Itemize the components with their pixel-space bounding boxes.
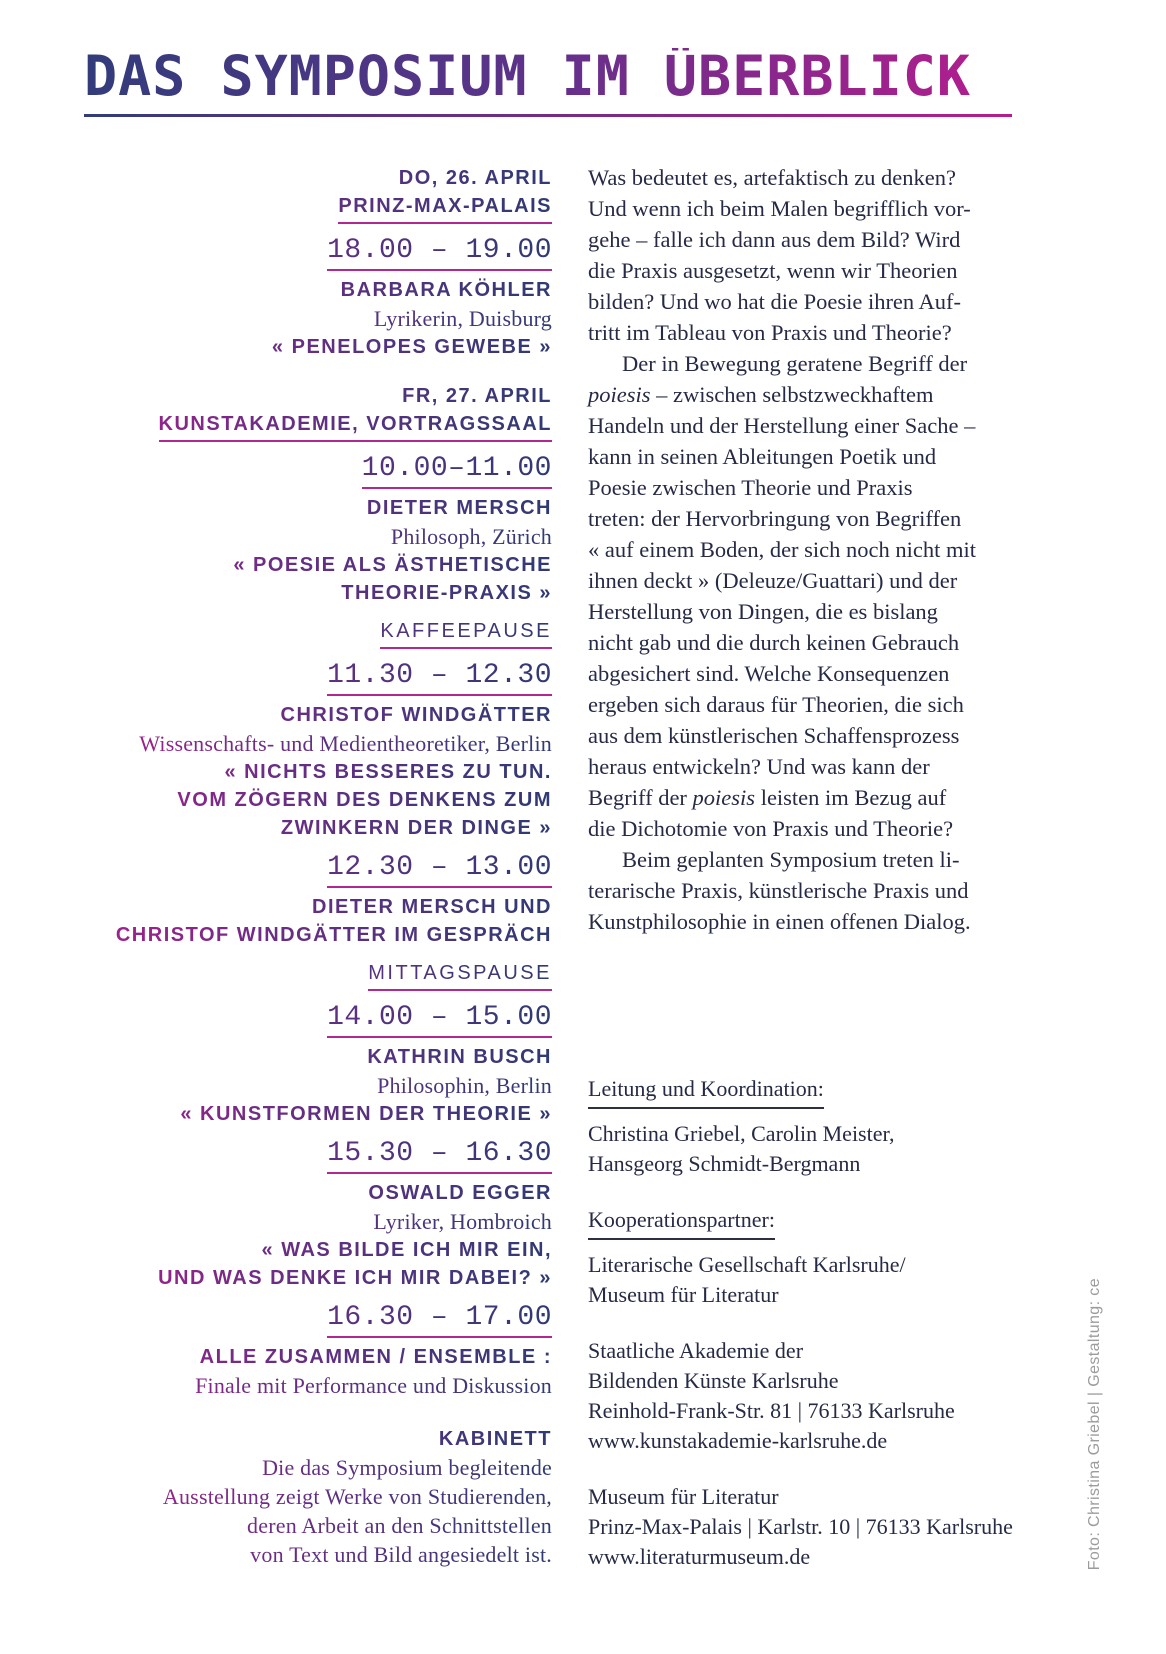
speaker-role: Lyrikerin, Duisburg [373,306,552,331]
body-line [588,379,1018,410]
schedule-time-label: 10.00–11.00 [362,454,552,489]
speaker-name: CHRISTOF WINDGÄTTER IM GESPRÄCH [115,924,552,946]
talk-title: « WAS BILDE ICH MIR EIN, [261,1239,552,1261]
kabinett-text: Die das Symposium begleitende [262,1455,552,1480]
body-line-rest: – zwischen selbstzweckhaftem [650,382,934,407]
body-line: gehe – falle ich dann aus dem Bild? Wird [588,227,961,252]
speaker-name: KATHRIN BUSCH [367,1046,552,1068]
speaker-role: Wissenschafts- und Medientheoretiker, Berlin [139,731,552,756]
schedule-time [90,661,552,696]
schedule-time-label: 16.30 – 17.00 [327,1303,552,1338]
intro-paragraph-3 [588,844,1018,937]
intro-paragraph-1 [588,162,1018,348]
kabinett-text: Ausstellung zeigt Werke von Studierenden, [162,1484,552,1509]
body-line: heraus entwickeln? Und was kann der [588,754,930,779]
talk-title: « POESIE ALS ÄSTHETISCHE [233,554,552,576]
body-line: tritt im Tableau von Praxis und Theorie? [588,320,952,345]
schedule-time [90,1003,552,1038]
partner-address: Reinhold-Frank-Str. 81 | 76133 Karlsruhe [588,1398,955,1423]
talk-title: « PENELOPES GEWEBE » [271,336,552,358]
schedule-venue [90,412,552,442]
page-title: DAS SYMPOSIUM IM ÜBERBLICK [84,48,1012,106]
body-line: Der in Bewegung geratene Begriff der [622,351,968,376]
schedule-venue [90,194,552,224]
break-label [90,960,552,991]
body-line: Beim geplanten Symposium treten li- [622,847,960,872]
body-line: Poesie zwischen Theorie und Praxis [588,475,913,500]
intro-text-column [588,162,1018,937]
body-line: treten: der Hervorbringung von Begriffen [588,506,962,531]
photo-design-credit: Foto: Christina Griebel | Gestaltung: ce [1086,1277,1103,1570]
schedule-time-label: 14.00 – 15.00 [327,1003,552,1038]
speaker-role: Philosophin, Berlin [377,1073,552,1098]
talk-title: VOM ZÖGERN DES DENKENS ZUM [177,789,552,811]
schedule-date: FR, 27. APRIL [402,385,552,407]
organisation-info [588,1074,1018,1572]
break-label-text: KAFFEEPAUSE [380,618,552,649]
leitung-names: Christina Griebel, Carolin Meister, [588,1121,895,1146]
ensemble-description: Finale mit Performance und Diskussion [195,1373,552,1398]
partner-museum [588,1482,1018,1572]
schedule-time-label: 15.30 – 16.30 [327,1139,552,1174]
body-line-pre: Begriff der [588,785,693,810]
partner-akademie [588,1336,1018,1456]
partner-line: Bildenden Künste Karlsruhe [588,1368,839,1393]
intro-paragraph-2 [588,348,1018,844]
speaker-name: DIETER MERSCH [366,497,552,519]
body-line: bilden? Und wo hat die Poesie ihren Auf- [588,289,962,314]
talk-title: UND WAS DENKE ICH MIR DABEI? » [158,1267,552,1289]
talk-title: ZWINKERN DER DINGE » [280,817,552,839]
talk-title: « NICHTS BESSERES ZU TUN. [224,761,552,783]
kooperation-section [588,1205,1018,1310]
break-label-text: MITTAGSPAUSE [368,960,552,991]
body-line: nicht gab und die durch keinen Gebrauch [588,630,960,655]
talk-title: « KUNSTFORMEN DER THEORIE » [180,1103,552,1125]
body-line: die Praxis ausgesetzt, wenn wir Theorien [588,258,958,283]
schedule-time [90,1139,552,1174]
speaker-name: DIETER MERSCH UND [312,896,552,918]
schedule-time-label: 11.30 – 12.30 [327,661,552,696]
schedule-time [90,1303,552,1338]
speaker-name: OSWALD EGGER [368,1182,552,1204]
talk-title: THEORIE-PRAXIS » [341,582,552,604]
kabinett-heading: KABINETT [438,1428,552,1450]
partner-line: Literarische Gesellschaft Karlsruhe/ [588,1252,906,1277]
body-line: Kunstphilosophie in einen offenen Dialog. [588,909,971,934]
header [84,44,1012,117]
schedule-time-label: 18.00 – 19.00 [327,236,552,271]
body-line [588,782,1018,813]
partner-line: Museum für Literatur [588,1282,779,1307]
partner-address: Prinz-Max-Palais | Karlstr. 10 | 76133 Karlsruhe [588,1514,1013,1539]
kabinett-text: deren Arbeit an den Schnittstellen [247,1513,552,1538]
kooperation-heading: Kooperationspartner: [588,1205,775,1240]
partner-url: www.literaturmuseum.de [588,1544,811,1569]
break-label [90,618,552,649]
body-line: Handeln und der Herstellung einer Sache – [588,413,976,438]
body-line: ergeben sich daraus für Theorien, die sich [588,692,964,717]
body-line: terarische Praxis, künstlerische Praxis und [588,878,969,903]
partner-line: Staatliche Akademie der [588,1338,804,1363]
kabinett-text: von Text und Bild angesiedelt ist. [250,1542,552,1567]
schedule-time [90,853,552,888]
leitung-section [588,1074,1018,1179]
schedule-time [90,454,552,489]
body-line: Was bedeutet es, artefaktisch zu denken? [588,165,957,190]
schedule-column [90,166,552,1568]
speaker-name: BARBARA KÖHLER [340,279,552,301]
partner-line: Museum für Literatur [588,1484,779,1509]
body-line: « auf einem Boden, der sich noch nicht mit [588,537,977,562]
italic-term: poiesis [692,785,756,810]
body-line: Herstellung von Dingen, die es bislang [588,599,938,624]
speaker-role: Lyriker, Hombroich [373,1209,552,1234]
schedule-venue-label: KUNSTAKADEMIE, VORTRAGSSAAL [159,412,552,442]
leitung-names: Hansgeorg Schmidt-Bergmann [588,1151,861,1176]
ensemble-title: ALLE ZUSAMMEN / ENSEMBLE : [199,1346,552,1368]
italic-term: poiesis [588,382,651,407]
body-line: kann in seinen Ableitungen Poetik und [588,444,937,469]
title-underline-rule [84,114,1012,117]
partner-url: www.kunstakademie-karlsruhe.de [588,1428,888,1453]
body-line: die Dichotomie von Praxis und Theorie? [588,816,954,841]
schedule-venue-label: PRINZ-MAX-PALAIS [338,194,552,224]
speaker-name: CHRISTOF WINDGÄTTER [280,704,552,726]
schedule-date: DO, 26. APRIL [398,167,552,189]
speaker-role: Philosoph, Zürich [390,524,552,549]
leitung-heading: Leitung und Koordination: [588,1074,824,1109]
body-line: abgesichert sind. Welche Konsequenzen [588,661,950,686]
body-line: aus dem künstlerischen Schaffensprozess [588,723,960,748]
schedule-time [90,236,552,271]
body-line: ihnen deckt » (Deleuze/Guattari) und der [588,568,958,593]
schedule-time-label: 12.30 – 13.00 [327,853,552,888]
body-line: Und wenn ich beim Malen begrifflich vor- [588,196,971,221]
body-line-rest: leisten im Bezug auf [755,785,947,810]
